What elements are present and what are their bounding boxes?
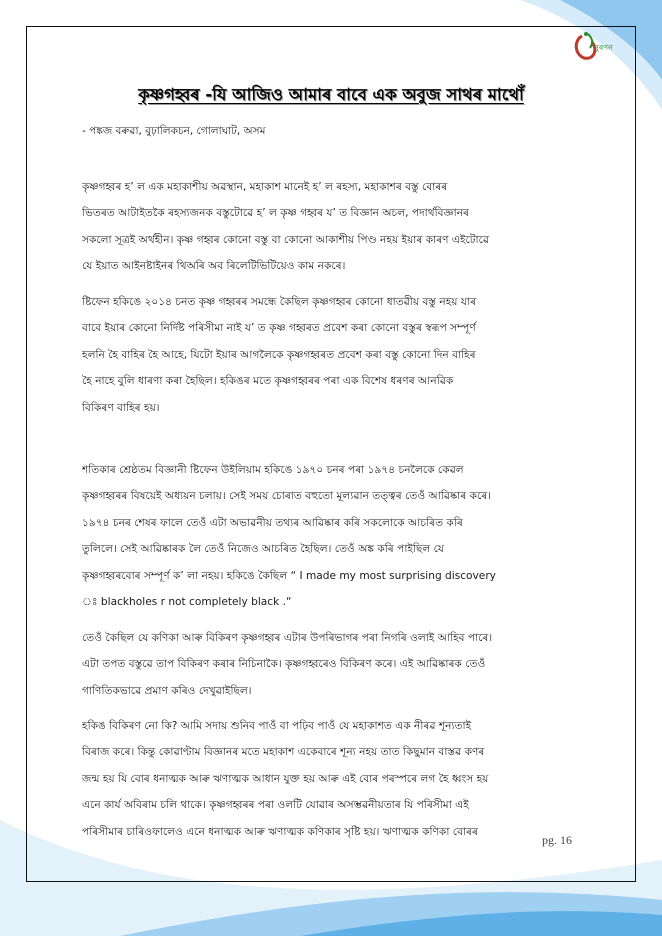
paragraph-2 <box>82 289 582 421</box>
text-line: তেওঁ কৈছিল যে কণিকা আৰু বিকিৰণ কৃষ্ণগহ্বৰ এটাৰ উপৰিভাগৰ পৰা নিগৰি ওলাই আহিব পাৰে। <box>82 632 493 644</box>
text-line: সকলো সূত্ৰই অৰ্থহীন। কৃষ্ণ গহ্বৰ কোনো বস্তু বা কোনো আকাশীয় পিণ্ড নহয় ইয়াৰ কাৰণ এইটোৱে <box>82 233 490 246</box>
text-line: জন্ম হয় যি বোৰ ধনাত্মক আৰু ঋণাত্মক আধান যুক্ত হয় আৰু এই বোৰ পৰস্পৰে লগ হৈ ধ্বংস হয় <box>82 772 489 785</box>
text-line: কৃষ্ণগহ্বৰবোৰ সম্পূৰ্ণ ক’ লা নহয়। হকিঙে কৈছিল “ I made my most surprising discovery <box>82 569 496 582</box>
text-line: বিকিৰণ বাহিৰ হয়। <box>82 401 160 414</box>
text-line: ঃ blackholes r not completely black .“ <box>82 596 292 609</box>
author-byline: - পঙ্কজ বৰুৱা, বুঢ়ালিকচন, গোলাঘাট, অসম <box>82 125 266 137</box>
paragraph-4 <box>82 625 582 704</box>
logo-text: নুৰণন <box>594 43 613 52</box>
text-line: বিৰাজ কৰে। কিন্তু কোৱাণ্টাম বিজ্ঞানৰ মতে মহাকাশ একেবাৰে শূন্য নহয় তাত কিছুমান বাস্তৱ কণৰ <box>82 746 485 759</box>
text-line: হকিঙ বিকিৰণ নো কি? আমি সদায় শুনিব পাওঁ বা পঢ়িব পাওঁ যে মহাকাশত এক নীৰৱ শূন্যতাই <box>82 720 472 732</box>
text-line: কৃষ্ণগহ্বৰ হ’ ল এক মহাকাশীয় অৱস্থান, মহাকাশ মানেই হ’ ল ৰহস্য, মহাকাশৰ বস্তু বোৰৰ <box>82 181 448 193</box>
text-line: হৈ নাহে বুলি ধাৰণা কৰা হৈছিল। হকিঙৰ মতে কৃষ্ণগহ্বৰৰ পৰা এক বিশেষ ধৰণৰ আনৱিক <box>82 375 454 388</box>
paragraph-1 <box>82 174 582 280</box>
text-line: কৃষ্ণগহ্বৰৰ বিষয়েই অধ্যয়ন চলায়। সেই সময় চোৰাত বহুতো মূল্যৱান তত্ত্বৰ তেওঁ আৱিষ্কাৰ কৰে। <box>82 490 491 503</box>
text-line: শতিকাৰ শ্ৰেষ্ঠতম বিজ্ঞানী ষ্টিফেন উইলিয়াম হকিঙে ১৯৭০ চনৰ পৰা ১৯৭৪ চনলৈকে কেৱল <box>82 464 464 476</box>
text-line: ষ্টিফেন হকিঙে ২০১৪ চনত কৃষ্ণ গহ্বৰৰ সমন্ধে কৈছিল কৃষ্ণগহ্বৰ কোনো ধাতৱীয় বস্তু নহয় যাৰ <box>82 296 477 308</box>
text-line: তুলিলে। সেই আৱিষ্কাৰক লৈ তেওঁ নিজেও আচৰিত হৈছিল। তেওঁ অঙ্ক কৰি পাইছিল যে <box>82 543 445 556</box>
text-line: বাবে ইয়াৰ কোনো নিৰ্দিষ্ট পৰিসীমা নাই য’ ত কৃষ্ণ গহ্বৰত প্ৰবেশ কৰা কোনো বস্তুৰ স্বৰূপ সম্পূৰ্ণ <box>82 322 476 335</box>
page-number: pg. 16 <box>542 833 572 847</box>
paragraph-3 <box>82 457 582 615</box>
text-line: ১৯৭৪ চনৰ শেষৰ ফালে তেওঁ এটা অভাৱনীয় তথ্যৰ আৱিষ্কাৰ কৰি সকলোকে আচৰিত কৰি <box>82 516 463 529</box>
text-line: পৰিসীমাৰ চাৰিওফালেও এনে ধনাত্মক আৰু ঋণাত্মক কণিকাৰ সৃষ্টি হয়। ঋণাত্মক কণিকা বোৰৰ <box>82 825 478 838</box>
text-line: ভিতৰত আটাইতকৈ ৰহস্যজনক বস্তুটোৱে হ’ ল কৃষ্ণ গহ্বৰ য’ ত বিজ্ঞান অচল, পদাৰ্থবিজ্ঞানৰ <box>82 207 469 220</box>
text-line: যে ইয়াত আইনষ্টাইনৰ থিঅৰি অব ৰিলেটিভিটিয়েও কাম নকৰে। <box>82 260 346 273</box>
article-title: কৃষ্ণগহ্বৰ -যি আজিও আমাৰ বাবে এক অবুজ সাথৰ মাথোঁ <box>138 85 524 104</box>
text-line: এটা তপত বস্তুৱে তাপ বিকিৰণ কৰাৰ নিচিনাকৈ। কৃষ্ণগহ্বৰেও বিকিৰণ কৰে। এই আৱিষ্কাৰক তেওঁ <box>82 658 486 671</box>
text-line: হলনি হৈ বাহিৰ হৈ আহে, যিটো ইয়াৰ আগলৈকে কৃষ্ণগহ্বৰত প্ৰবেশ কৰা বস্তু কোনো দিন বাহিৰ <box>82 348 476 361</box>
text-line: এনে কাৰ্য অবিৰাম চলি থাকে। কৃষ্ণগহ্বৰৰ পৰা ওলটি যোৱাৰ অসম্ভৱনীয়তাৰ যি পৰিসীমা এই <box>82 799 469 812</box>
paragraph-5 <box>82 713 582 845</box>
text-line: গাণিতিকভাৱে প্ৰমাণ কৰিও দেখুৱাইছিল। <box>82 684 252 697</box>
